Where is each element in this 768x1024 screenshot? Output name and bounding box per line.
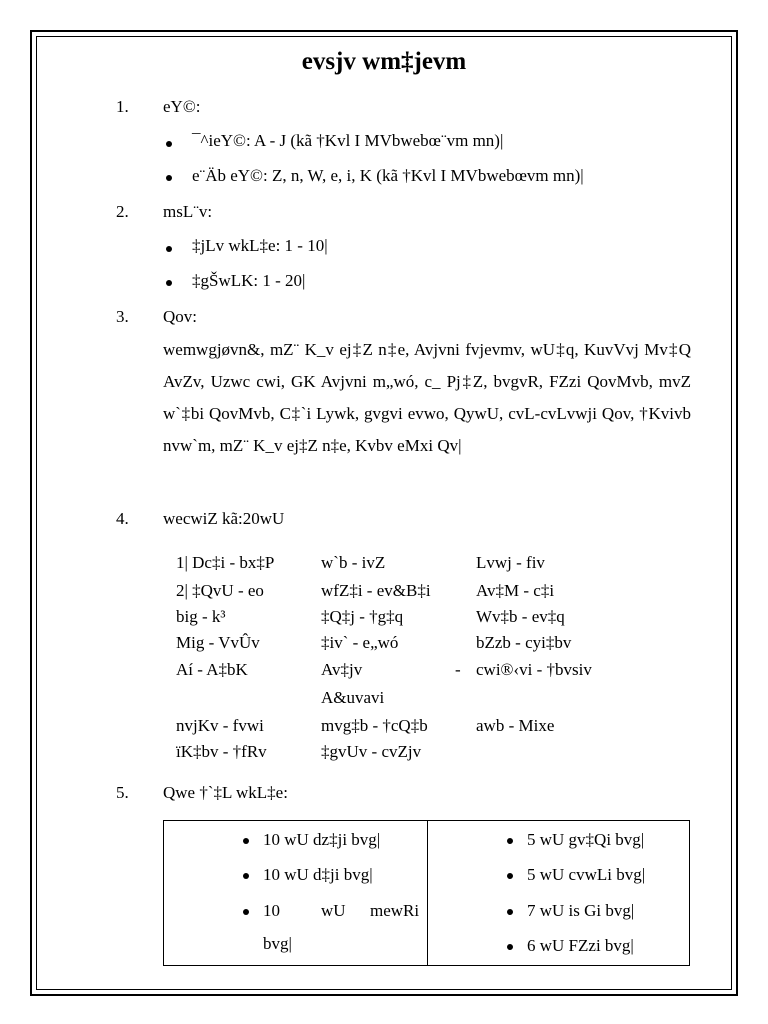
bullet-icon: [166, 175, 172, 181]
box-left-item-3-word-3: mewRi: [370, 901, 420, 920]
bullet-icon: [507, 873, 513, 879]
antonym-cell: awb - Mixe: [476, 716, 555, 735]
bullet-icon: [507, 838, 513, 844]
section-2-number: 2.: [116, 202, 129, 221]
antonym-cell: ‡Q‡j - †g‡q: [321, 607, 404, 626]
section-3-heading: Qov:: [163, 307, 197, 326]
bullet-icon: [243, 873, 249, 879]
picture-learning-box-divider: [427, 820, 428, 966]
section-4-heading: wecwiZ kã:20wU: [163, 509, 285, 528]
box-left-item-3-word-1: 10: [263, 901, 280, 920]
section-1-number: 1.: [116, 97, 129, 116]
section-2-heading: msL¨v:: [163, 202, 213, 221]
bullet-icon: [166, 280, 172, 286]
bullet-icon: [243, 838, 249, 844]
antonym-cell: A&uvavi: [321, 688, 385, 707]
section-1-heading: eY©:: [163, 97, 201, 116]
bullet-icon: [166, 246, 172, 252]
antonym-cell: Wv‡b - ev‡q: [476, 607, 565, 626]
antonym-cell: Lvwj - fiv: [476, 553, 545, 572]
antonym-cell: ïK‡bv - †fRv: [176, 742, 267, 761]
section-3-number: 3.: [116, 307, 129, 326]
antonym-cell: 1| Dc‡i - bx‡P: [176, 553, 275, 572]
antonym-cell: Av‡jv: [321, 660, 363, 679]
box-right-item-1: 5 wU gv‡Qi bvg|: [527, 830, 645, 849]
section-1-bullet-2: e¨Äb eY©: Z, n, W, e, i, K (kã †Kvl I MVbwebœvm mn)|: [192, 166, 584, 185]
page-title: evsjv wm‡jevm: [301, 48, 467, 75]
antonym-cell: ‡gvUv - cvZjv: [321, 742, 422, 761]
section-2-bullet-1: ‡jLv wkL‡e: 1 - 10|: [192, 236, 328, 255]
section-5-heading: Qwe †`‡L wkL‡e:: [163, 783, 288, 802]
antonym-cell: Mig - VvÛv: [176, 633, 260, 652]
section-5-number: 5.: [116, 783, 129, 802]
box-right-item-2: 5 wU cvwLi bvg|: [527, 865, 646, 884]
section-3-paragraph: wemwgjøvn&, mZ¨ K_v ej‡Z n‡e, Avjvni fvjevmv, wU‡q, KuvVvj Mv‡Q AvZv, Uzwc cwi, GK Avjvni m„wó, c_ Pj‡Z, bvgvR, FZzi QovMvb, mvZ w`‡bi QovMvb, C‡`i Lywk, gvgvi evwo, QywU, cvL-cvLvwji Qov, †Kvivb nvw`m, mZ¨ K_v ej‡Z n‡e, Kvbv eMxi Qv|: [163, 340, 691, 455]
antonym-cell: cwi®‹vi - †bvsiv: [476, 660, 592, 679]
antonym-cell: Av‡M - c‡i: [476, 581, 555, 600]
antonym-cell: 2| ‡QvU - eo: [176, 581, 264, 600]
section-4-number: 4.: [116, 509, 129, 528]
bullet-icon: [243, 909, 249, 915]
antonym-cell: wfZ‡i - ev&B‡i: [321, 581, 431, 600]
box-left-item-2: 10 wU d‡ji bvg|: [263, 865, 373, 884]
box-left-item-1: 10 wU dz‡ji bvg|: [263, 830, 381, 849]
antonym-cell: bZzb - cyi‡bv: [476, 633, 572, 652]
antonym-cell: mvg‡b - †cQ‡b: [321, 716, 428, 735]
box-right-item-3: 7 wU is Gi bvg|: [527, 901, 635, 920]
antonym-dash: -: [455, 660, 461, 679]
section-1-bullet-1: ¯^ieY©: A - J (kã †Kvl I MVbwebœ¨vm mn)|: [192, 131, 504, 150]
antonym-cell: big - k³: [176, 607, 226, 626]
antonym-cell: w`b - ivZ: [321, 553, 386, 572]
antonym-cell: Aí - A‡bK: [176, 660, 248, 679]
bullet-icon: [166, 141, 172, 147]
section-2-bullet-2: ‡gŠwLK: 1 - 20|: [192, 271, 306, 290]
box-left-item-3-word-2: wU: [321, 901, 346, 920]
antonym-cell: nvjKv - fvwi: [176, 716, 264, 735]
box-right-item-4: 6 wU FZzi bvg|: [527, 936, 634, 955]
antonym-cell: ‡iv` - e„wó: [321, 633, 399, 652]
bullet-icon: [507, 909, 513, 915]
box-left-item-3-word-4: bvg|: [263, 934, 292, 953]
bullet-icon: [507, 944, 513, 950]
